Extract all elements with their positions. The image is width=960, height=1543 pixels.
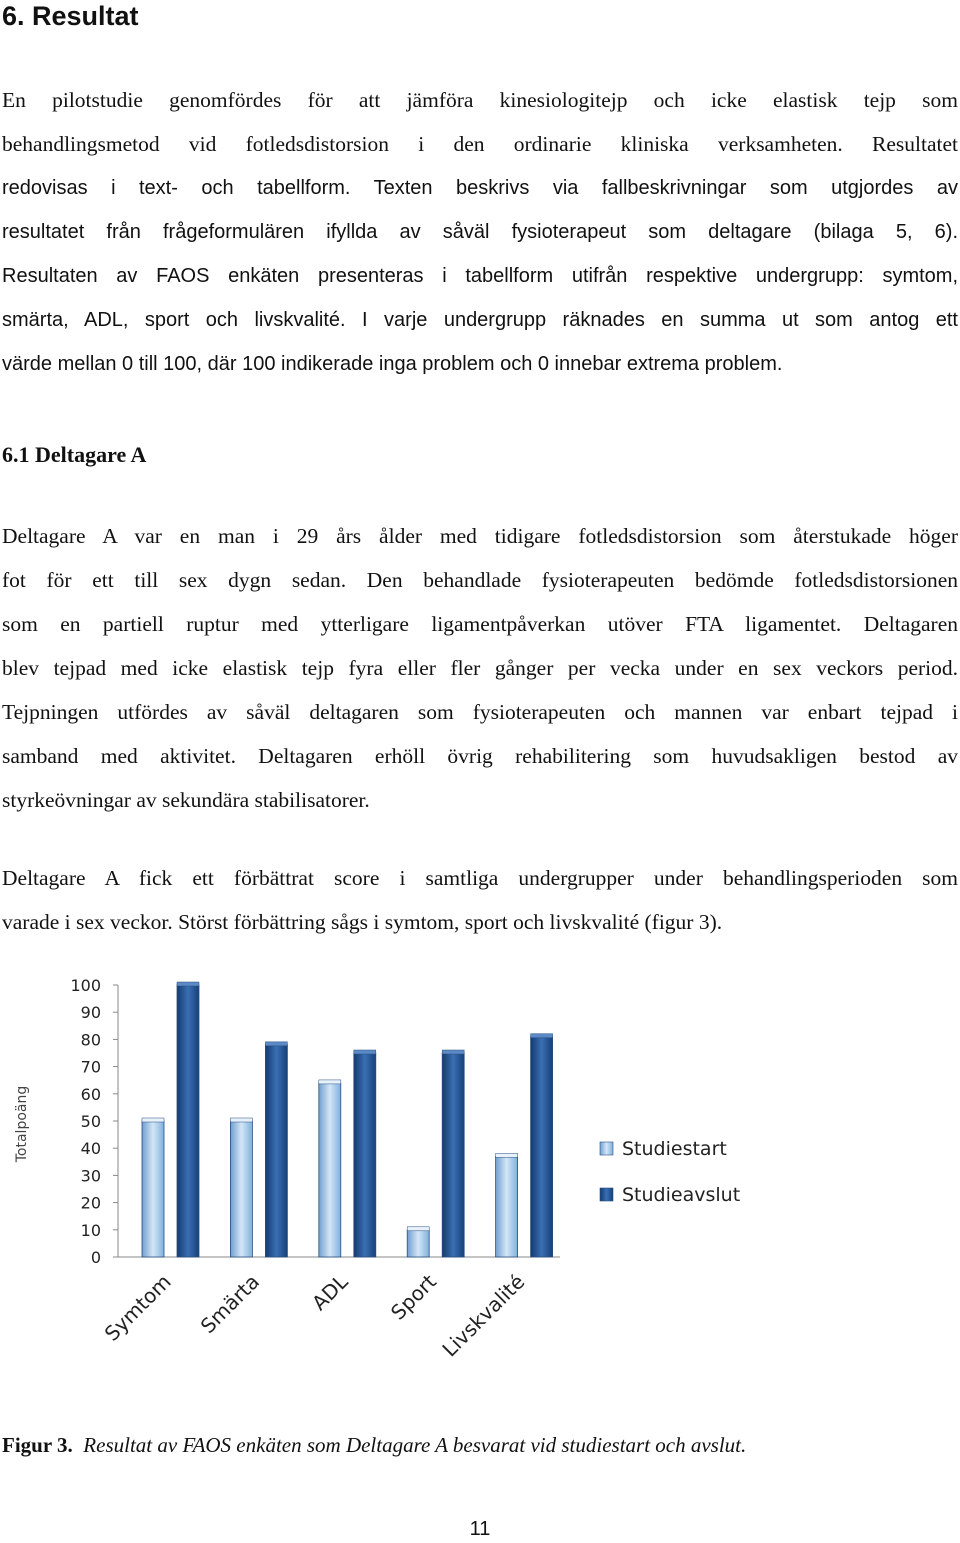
page-number: 11	[469, 1518, 491, 1540]
faos-bar-chart	[0, 960, 960, 1390]
legend-swatch	[600, 1188, 613, 1201]
subsection-heading: 6.1 Deltagare A	[2, 442, 147, 467]
bar-cap	[354, 1050, 376, 1054]
participant-line: fot för ett till sex dygn sedan. Den behandlade fysioterapeuten bedömde fotledsdistorsionen	[2, 568, 958, 592]
intro-line: Resultaten av FAOS enkäten presenteras i tabellform utifrån respektive undergrupp: symtom,	[2, 265, 958, 287]
x-category-label: ADL	[307, 1269, 353, 1315]
bar-studieavslut	[442, 1053, 464, 1257]
legend-label: Studiestart	[622, 1138, 727, 1160]
bar-cap	[531, 1034, 553, 1038]
figure-caption	[2, 1430, 746, 1460]
y-tick-label: 0	[90, 1248, 101, 1267]
participant-line: Deltagare A var en man i 29 års ålder med tidigare fotledsdistorsion som återstukade höger	[2, 524, 958, 548]
x-category-label: Smärta	[195, 1269, 265, 1338]
participant-line: Tejpningen utfördes av såväl deltagaren som fysioterapeuten och mannen var enbart tejpad i	[2, 700, 958, 724]
intro-line: smärta, ADL, sport och livskvalité. I varje undergrupp räknades en summa ut som antog ett	[2, 309, 958, 331]
bar-studieavslut	[531, 1037, 553, 1257]
y-tick-label: 90	[80, 1003, 101, 1023]
bar-cap	[407, 1227, 429, 1231]
participant-line: styrkeövningar av sekundära stabilisatorer.	[2, 788, 370, 812]
y-tick-label: 70	[80, 1057, 101, 1077]
bar-studieavslut	[265, 1045, 287, 1257]
participant-line: blev tejpad med icke elastisk tejp fyra eller fler gånger per vecka under en sex veckors period.	[2, 656, 958, 680]
y-tick-label: 40	[80, 1139, 101, 1159]
x-category-label: Symtom	[99, 1269, 176, 1346]
bar-studieavslut	[354, 1053, 376, 1257]
intro-line: En pilotstudie genomfördes för att jämföra kinesiologitejp och icke elastisk tejp som	[2, 88, 958, 112]
bar-cap	[230, 1118, 252, 1122]
bar-cap	[177, 982, 199, 986]
bar-cap	[442, 1050, 464, 1054]
y-tick-label: 50	[80, 1112, 101, 1131]
intro-line: redovisas i text- och tabellform. Texten beskrivs via fallbeskrivningar som utgjordes av	[2, 177, 958, 199]
bar-studieavslut	[177, 985, 199, 1257]
y-axis-title: Totalpoäng	[14, 1085, 30, 1163]
bar-studiestart	[407, 1230, 429, 1257]
participant-line: som en partiell ruptur med ytterligare ligamentpåverkan utöver FTA ligamentet. Deltagaren	[2, 612, 958, 636]
bar-cap	[265, 1042, 287, 1046]
participant-line: samband med aktivitet. Deltagaren erhöll övrig rehabilitering som huvudsakligen bestod av	[2, 744, 958, 768]
intro-paragraph	[2, 78, 958, 386]
y-tick-label: 80	[80, 1030, 101, 1050]
section-heading: 6. Resultat	[2, 1, 139, 31]
y-tick-label: 30	[80, 1166, 101, 1186]
bar-cap	[142, 1118, 164, 1122]
x-category-label: Sport	[385, 1269, 441, 1325]
bar-cap	[319, 1080, 341, 1084]
figure-label: Figur 3.	[2, 1433, 73, 1457]
intro-line: resultatet från frågeformulären ifyllda av såväl fysioterapeut som deltagare (bilaga 5, 6).	[2, 221, 958, 243]
bar-studiestart	[230, 1121, 252, 1257]
y-tick-label: 100	[70, 976, 101, 995]
result-line: Deltagare A fick ett förbättrat score i samtliga undergrupper under behandlingsperioden som	[2, 866, 958, 890]
figure-caption-text: Resultat av FAOS enkäten som Deltagare A besvarat vid studiestart och avslut.	[83, 1433, 747, 1457]
y-tick-label: 20	[80, 1193, 101, 1213]
bar-studiestart	[142, 1121, 164, 1257]
bar-studiestart	[496, 1156, 518, 1257]
x-category-label: Livskvalité	[437, 1269, 530, 1362]
y-tick-label: 60	[80, 1084, 101, 1104]
result-paragraph	[2, 856, 958, 944]
y-tick-label: 10	[80, 1220, 101, 1240]
intro-line: värde mellan 0 till 100, där 100 indikerade inga problem och 0 innebar extrema problem.	[2, 353, 783, 375]
participant-paragraph	[2, 514, 958, 822]
bar-studiestart	[319, 1083, 341, 1257]
legend-label: Studieavslut	[622, 1184, 741, 1206]
legend-swatch	[600, 1142, 613, 1155]
intro-line: behandlingsmetod vid fotledsdistorsion i den ordinarie kliniska verksamheten. Resultatet	[2, 132, 958, 156]
bar-cap	[496, 1153, 518, 1157]
result-line: varade i sex veckor. Störst förbättring sågs i symtom, sport och livskvalité (figur 3).	[2, 910, 723, 934]
